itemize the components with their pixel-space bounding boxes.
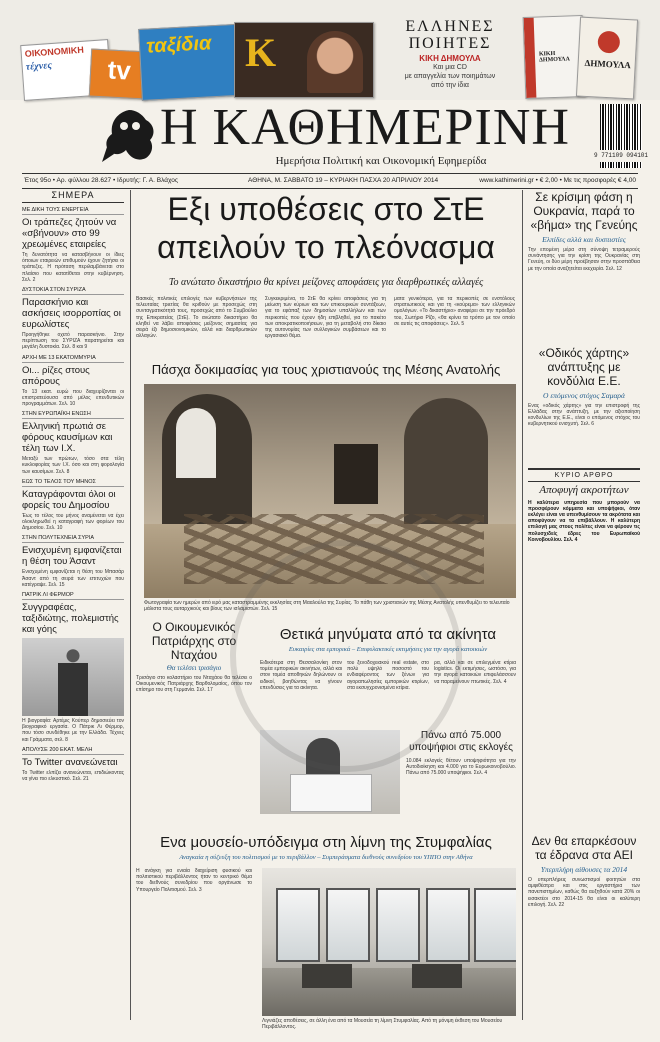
kicker-month: ΕΩΣ ΤΟ ΤΕΛΟΣ ΤΟΥ ΜΗΝΟΣ xyxy=(22,479,124,487)
museum-window-2 xyxy=(326,888,370,962)
text-roadmap: Ενας «οδικός χάρτης» για την επιστροφή της Ελλάδας στην ανάπτυξη, με την αξιοποίηση κονδυλίων της Ε.Ε., είναι ο επόμενος στόχος του κυβερνητικού ενισχυτή. Σελ. 6 xyxy=(528,402,640,428)
headline-roadmap[interactable]: «Οδικός χάρτης» ανάπτυξης με κονδύλια Ε.Ε. xyxy=(538,345,630,388)
realestate-col-2: του ξενοδοχειακού real estate, στο πολύ υψηλό ποσοστό του ενδιαφέροντος των ξένων για αγοραπωλησίες εμπορικών κτιρίων, στα εκσυγχρονισμένα κτίρια. xyxy=(347,660,429,691)
kicker-twitter: ΑΠΟΛΥΣΕ 200 ΕΚΑΤ. ΜΕΛΗ xyxy=(22,747,124,755)
display-case-1 xyxy=(302,964,352,988)
main-col-1: Βασικές πολιτικές επιλογές των κυβερνήσεων της τελευταίας τριετίας θα κριθούν με προσεχώς στη συνταγματικότητά τους, προσεχώς από το Συμβούλιο της Επικρατείας (ΣτΕ). Το ανώτατο δικαστήριο θα κληθεί να λάβει αποφάσεις μείζονος σημασίας για σειρά έξι δημοσιονομικών, αλλά και διαρθρωτικών αλλαγών. xyxy=(136,296,257,340)
poets-line-2: με απαγγελία των ποιημάτων xyxy=(404,73,496,80)
universities-story xyxy=(528,834,640,908)
text-museum: Η ανάγκη για ενιαία διαχείριση φυσικού και πολιτιστικού περιβάλλοντος ήταν το κεντρικό θέμα του διεθνούς συνεδρίου που οργάνωσε το Υπουργείο Πολιτισμού. Σελ. 3 xyxy=(136,868,252,893)
museum-window-3 xyxy=(376,888,420,962)
ballot-box-icon xyxy=(290,774,372,812)
museum-caption: Λιγνιάζες αποθέσεις, σε άλλη ένα από τα Μουσεία τη λίμνη Στυμφαλίας. Από τη μόνιμη έκθεση του Μουσείου Περιβάλλοντος. xyxy=(262,1018,503,1031)
text-fuel: Μεταξύ των πρώτων, τόσο στα τέλη κυκλοφορίας των Ι.Χ. όσο και στη φορολογία των καυσίμων. Σελ. 8 xyxy=(22,456,124,475)
display-case-2 xyxy=(412,964,462,988)
owl-logo-icon xyxy=(100,104,158,166)
museum-photo xyxy=(262,868,516,1016)
headline-universities[interactable]: Δεν θα επαρκέσουν τα έδρανα στα ΑΕΙ xyxy=(531,834,637,862)
fermor-photo xyxy=(22,638,124,716)
column-divider-right xyxy=(522,190,523,1020)
window-shape xyxy=(176,408,216,478)
subhead-museum: Αναγκαία η σύζευξη του πολιτισμού με το περιβάλλον – Συμπεράσματα διεθνούς συνεδρίου του ΥΠΠΟ στην Αθήνα xyxy=(179,854,473,861)
kicker-fermor: ΠΑΤΡΙΚ ΛΙ ΦΕΡΜΟΡ xyxy=(22,592,124,600)
text-candidates: 10.084 εκλογείς θέτουν υποψηφιότητα για την Αυτοδιοίκηση και 4.000 για το Ευρωκοινοβούλιο. Πάνω από 75.000 υποψήφιοι. Σελ. 4 xyxy=(406,758,516,777)
headline-twitter[interactable]: Το Twitter ανανεώνεται xyxy=(22,756,118,768)
door-shape xyxy=(334,444,378,504)
realestate-col-1: Ειδικότερα στη Θεσσαλονίκη στον τομέα εμπορικών ακινήτων, αλλά και στον τομέα αποθηκών δηλώνουν οι ειδικοί, βοηθώντας να γίνουν επενδύσεις για τα ακίνητα. xyxy=(260,660,342,691)
poets-line-3: από την ίδια xyxy=(431,82,469,89)
kicker-banks: ΜΕ ΔΙΚΗ ΤΟΥΣ ΕΝΕΡΓΕΙΑ xyxy=(22,207,124,215)
kicker-syria: ΣΤΗΝ ΠΟΛΥΤΕΧΝΕΙΑ ΣΥΡΙΑ xyxy=(22,535,124,543)
text-poor: Το 13 εκατ. ευρώ που διαχειρίζονται οι επιστρατεύουσα από μέλος επενδυτικών προγραμμάτων. Σελ. 10 xyxy=(22,388,124,408)
main-col-2: Συγκεκριμένα, το ΣτΕ θα κρίνει αποφάσεις για τη μείωση των κύριων και των επικουρικών συντάξεων, για το εφάπαξ των δημοσίων υπαλλήλων και των περικοπές που έχουν ήδη επιβληθεί, για το πακέτο των αποκρατικοποιήσεων, για τη μεταβολή στο δίκαιο της αυτονομίας των συλλογικών συμβάσεων και το εργασιακό θέμα. xyxy=(265,296,386,340)
subhead-roadmap: Ο επόμενος στόχος Σαμαρά xyxy=(543,390,625,400)
headline-fuel[interactable]: Ελληνική πρωτιά σε φόρους καυσίμων και τέλη των Ι.Χ. xyxy=(22,421,113,455)
masthead-title[interactable]: Η ΚΑΘΗΜΕΡΙΝΗ xyxy=(160,99,570,156)
poets-title-1: ΕΛΛΗΝΕΣ xyxy=(405,18,495,35)
text-patriarch: Τρισάγιο στο κολαστήριο του Νταχάου θα τελέσει ο Οικουμενικός Πατριάρχης Βαρθολομαίος, όπου τον επίσημο του στη Γερμανία. Σελ. 17 xyxy=(136,675,252,694)
main-subheadline: Το ανώτατο δικαστήριο θα κρίνει μείζονες αποφάσεις για διαρθρωτικές αλλαγές xyxy=(168,277,484,288)
headline-ukraine[interactable]: Σε κρίσιμη φάση η Ουκρανία, παρά το «βήμα» της Γενεύης xyxy=(530,190,638,232)
barcode-digits: 9 771109 094101 xyxy=(594,150,648,162)
text-twitter: Το Twitter ελπίζει ανανεώνεται, επιδιώκοντας να γίνει πιο ελκυστικό. Σελ. 21 xyxy=(22,769,124,783)
text-assad: Ενισχυμένη εμφανίζεται η θέση του Μπασάρ Άσαντ από τη σειρά των επιτυχιών που κατέγραψε. Σελ. 15 xyxy=(22,569,124,588)
headline-candidates[interactable]: Πάνω από 75.000 υποψήφιοι στις εκλογές xyxy=(409,730,513,753)
kicker-eu: ΣΤΗΝ ΕΥΡΩΠΑΪΚΗ ΕΝΩΣΗ xyxy=(22,411,124,419)
text-syriza: Προηγήθηκε οχετό παρασκήνιο. Στην περίπτωση του ΣΥΡΙΖΑ παρατηρείται και μεγάλη δυστοκία. Σελ. 8 και 9 xyxy=(22,332,124,351)
dateline-date: ΑΘΗΝΑ, Μ. ΣΑΒΒΑΤΟ 19 – ΚΥΡΙΑΚΗ ΠΑΣΧΑ 20 ΑΠΡΙΛΙΟΥ 2014 xyxy=(248,177,439,184)
book-emblem-icon xyxy=(597,31,620,54)
museum-window-5 xyxy=(474,888,516,962)
right-column xyxy=(528,190,640,543)
arch-shape-2 xyxy=(404,398,488,528)
kicker-syriza: ΔΥΣΤΟΚΙΑ ΣΤΟΝ ΣΥΡΙΖΑ xyxy=(22,287,124,295)
promo-k-label: K xyxy=(245,30,277,75)
text-public: Έως το τέλος του μήνος αναμένεται να έχει ολοκληρωθεί η καταγραφή των φορέων του Δημοσίου. Σελ. 10 xyxy=(22,512,124,532)
masthead-subtitle: Ημερήσια Πολιτική και Οικονομική Εφημερίδα xyxy=(275,155,487,167)
promo-oikonomiki-label: ΟΙΚΟΝΟΜΙΚΗ xyxy=(24,44,85,59)
headline-assad[interactable]: Ενισχυμένη εμφανίζεται η θέση του Άσαντ xyxy=(22,545,122,568)
promo-taxidia-label: ταξίδια xyxy=(145,32,212,58)
headline-realestate[interactable]: Θετικά μηνύματα από τα ακίνητα xyxy=(279,626,497,643)
text-ukraine: Την επομένη μέρα στη σύνοψη τετραμερούς συνάντησης για την κρίση της Ουκρανίας στη Γενεύη, οι δύο μέρη προέβησαν στην προσπάθεια με την οποία αναζητείται εκεχειρία. Σελ. 12 xyxy=(528,247,640,272)
book-cover-2[interactable] xyxy=(576,17,638,100)
editorial-title[interactable]: Αποφυγή ακροτήτων xyxy=(539,483,629,496)
headline-banks[interactable]: Οι τράπεζες ζητούν να «σβήνουν» στο 99 χρεωμένες εταιρείες xyxy=(22,217,117,250)
realestate-col-3: ρα, αλλά και σε επιλεγμένα κτίρια logistics. Οι εκτιμήσεις, ωστόσο, για την αγορά κατοικιών επιφυλάσσουν να παραμείνουν πτωτικές. Σελ. 4 xyxy=(434,660,516,685)
text-fermor: Η βιογραφία: Αρτέμις Κούπερ δημοσιεύει τον βιογραφικό εργασία. Ο Πάτρικ Λι Φέρμορ, που τόσο συνδέθηκε με την Ελλάδα. Τέχνες και Γράμματα, σελ. 8 xyxy=(22,718,124,743)
editorial-text: Η καλύτερα υπηρεσία που μπορούν να προσφέρουν κόμματα και υποψήφιοι, όταν εκλέγει είναι να υπενθυμίσουν τα ακρότατα και αποφύγουν να τα επιβάλλουν. Η καλύτερη επιλογή μας στους πολίτες είναι να φέρουν τις πολυσχιδείς έδρες του Ευρωπαϊκού Κοινοβουλίου. Σελ. 4 xyxy=(528,499,640,543)
section-today: ΣΗΜΕΡΑ xyxy=(22,190,124,203)
promo-k-magazine[interactable] xyxy=(234,22,374,98)
dateline-price: www.kathimerini.gr • € 2,00 • Με τις προσφορές € 4,00 xyxy=(479,177,636,184)
promo-tv-label: tv xyxy=(106,54,132,86)
headline-museum[interactable]: Ενα μουσείο-υπόδειγμα στη λίμνη της Στυμφαλίας xyxy=(160,834,492,851)
dateline xyxy=(22,173,638,189)
promo-poets[interactable] xyxy=(392,18,508,90)
book-spine xyxy=(524,18,537,98)
main-col-3: ματα γενικότερα, για τα περικοπές σε ενστόλους στρατιωτικούς και για τη «κούρεμα» των ελληνικών ομολόγων. «Το δικαστήριο» αναφέρει σε την πρόεδρό του, Σωτήριο Ρίζο, «θα κρίνει τα τρόπο με τον οποίο σε αυτές τις αποφάσεις». Σελ. 5 xyxy=(394,296,515,327)
left-column xyxy=(22,190,124,782)
museum-floor xyxy=(262,968,516,1016)
subhead-patriarch: Θα τελέσει τρισάγιο xyxy=(166,664,222,672)
church-caption: Φωτογραφία των ημερών από ιερό μας καταστραμμένης εκκλησίας στη Μααλούλα της Συρίας. Το πάθη των χριστιανών της Μέσης Ανατολής υπενθυμίζει το τελευταίο μάλιστα τους αυταρχικούς και βίους των ισλαμιστών. Σελ. 15 xyxy=(144,600,510,613)
book-author-label-2: ΔΗΜΟΥΛΑ xyxy=(584,57,632,71)
poets-name: ΚΙΚΗ ΔΗΜΟΥΛΑ xyxy=(419,54,481,63)
kicker-poor: ΑΡΧΗ ΜΕ 13 ΕΚΑΤΟΜΜΥΡΙΑ xyxy=(22,355,124,363)
poets-title-2: ΠΟΙΗΤΕΣ xyxy=(408,35,492,52)
subhead-ukraine: Ελπίδες αλλά και δυσπιστίες xyxy=(542,235,626,244)
headline-fermor[interactable]: Συγγραφέας, ταξιδιώτης, πολεμιστής και γόης xyxy=(22,602,119,636)
dateline-issue: Έτος 95ο • Αρ. φύλλου 28.627 • Ιδρυτής: Γ. Α. Βλάχος xyxy=(24,177,178,184)
text-banks: Τη δυνατότητα να κατασβήνουν οι ίδιες όποιων εταιρειών επιθυμούν έχουν ζητήσει οι τράπεζες. Η πρόταση περιλαμβάνεται στο πλαίσιο που κατατίθεται στην κυβέρνηση. Σελ. 2 xyxy=(22,252,124,283)
museum-window-1 xyxy=(276,888,320,962)
poets-line-1: Και μια CD xyxy=(433,64,467,71)
headline-syriza[interactable]: Παρασκήνιο και ασκήσεις ισορροπίας οι ευρωλίστες xyxy=(22,297,121,331)
text-universities: Ο υπερπλήρεις συνωστισμοί φοιτητών στα αμφιθέατρα και στις εργαστήρια των πανεπιστημίων, καθώς θα αυξηθούν κατά 20% οι εισακτέοι στο 2014-15 θα είναι οι καλύτερη επιλογή. Σελ. 22 xyxy=(528,877,640,908)
book-author-label: ΚΙΚΗ ΔΗΜΟΥΛΑ xyxy=(538,50,570,64)
subhead-universities: Υπερπλήρη αίθουσες τα 2014 xyxy=(540,865,628,874)
cover-portrait-image xyxy=(307,31,363,93)
photo-headline[interactable]: Πάσχα δοκιμασίας για τους χριστιανούς της Μέσης Ανατολής xyxy=(151,362,501,377)
column-divider-left xyxy=(130,190,131,1020)
promo-texnes-label: τέχνες xyxy=(25,59,53,73)
headline-poor[interactable]: Οι... ρίζες στους απόρους xyxy=(22,364,90,387)
subhead-realestate: Ευκαιρίες στα εμπορικά – Επιφυλακτικές εκτιμήσεις για την αγορά κατοικιών xyxy=(288,646,488,653)
headline-public[interactable]: Καταγράφονται όλοι οι φορείς του Δημοσίου xyxy=(22,488,116,511)
museum-window-4 xyxy=(426,888,470,962)
main-headline[interactable]: Εξι υποθέσεις στο ΣτΕ απειλούν το πλεόνασμα xyxy=(157,191,495,265)
headline-patriarch[interactable]: Ο Οικουμενικός Πατριάρχης στο Νταχάου xyxy=(151,620,237,662)
person-silhouette-icon xyxy=(58,646,88,716)
editorial-section-head: ΚΥΡΙΟ ΑΡΘΡΟ xyxy=(528,468,640,482)
